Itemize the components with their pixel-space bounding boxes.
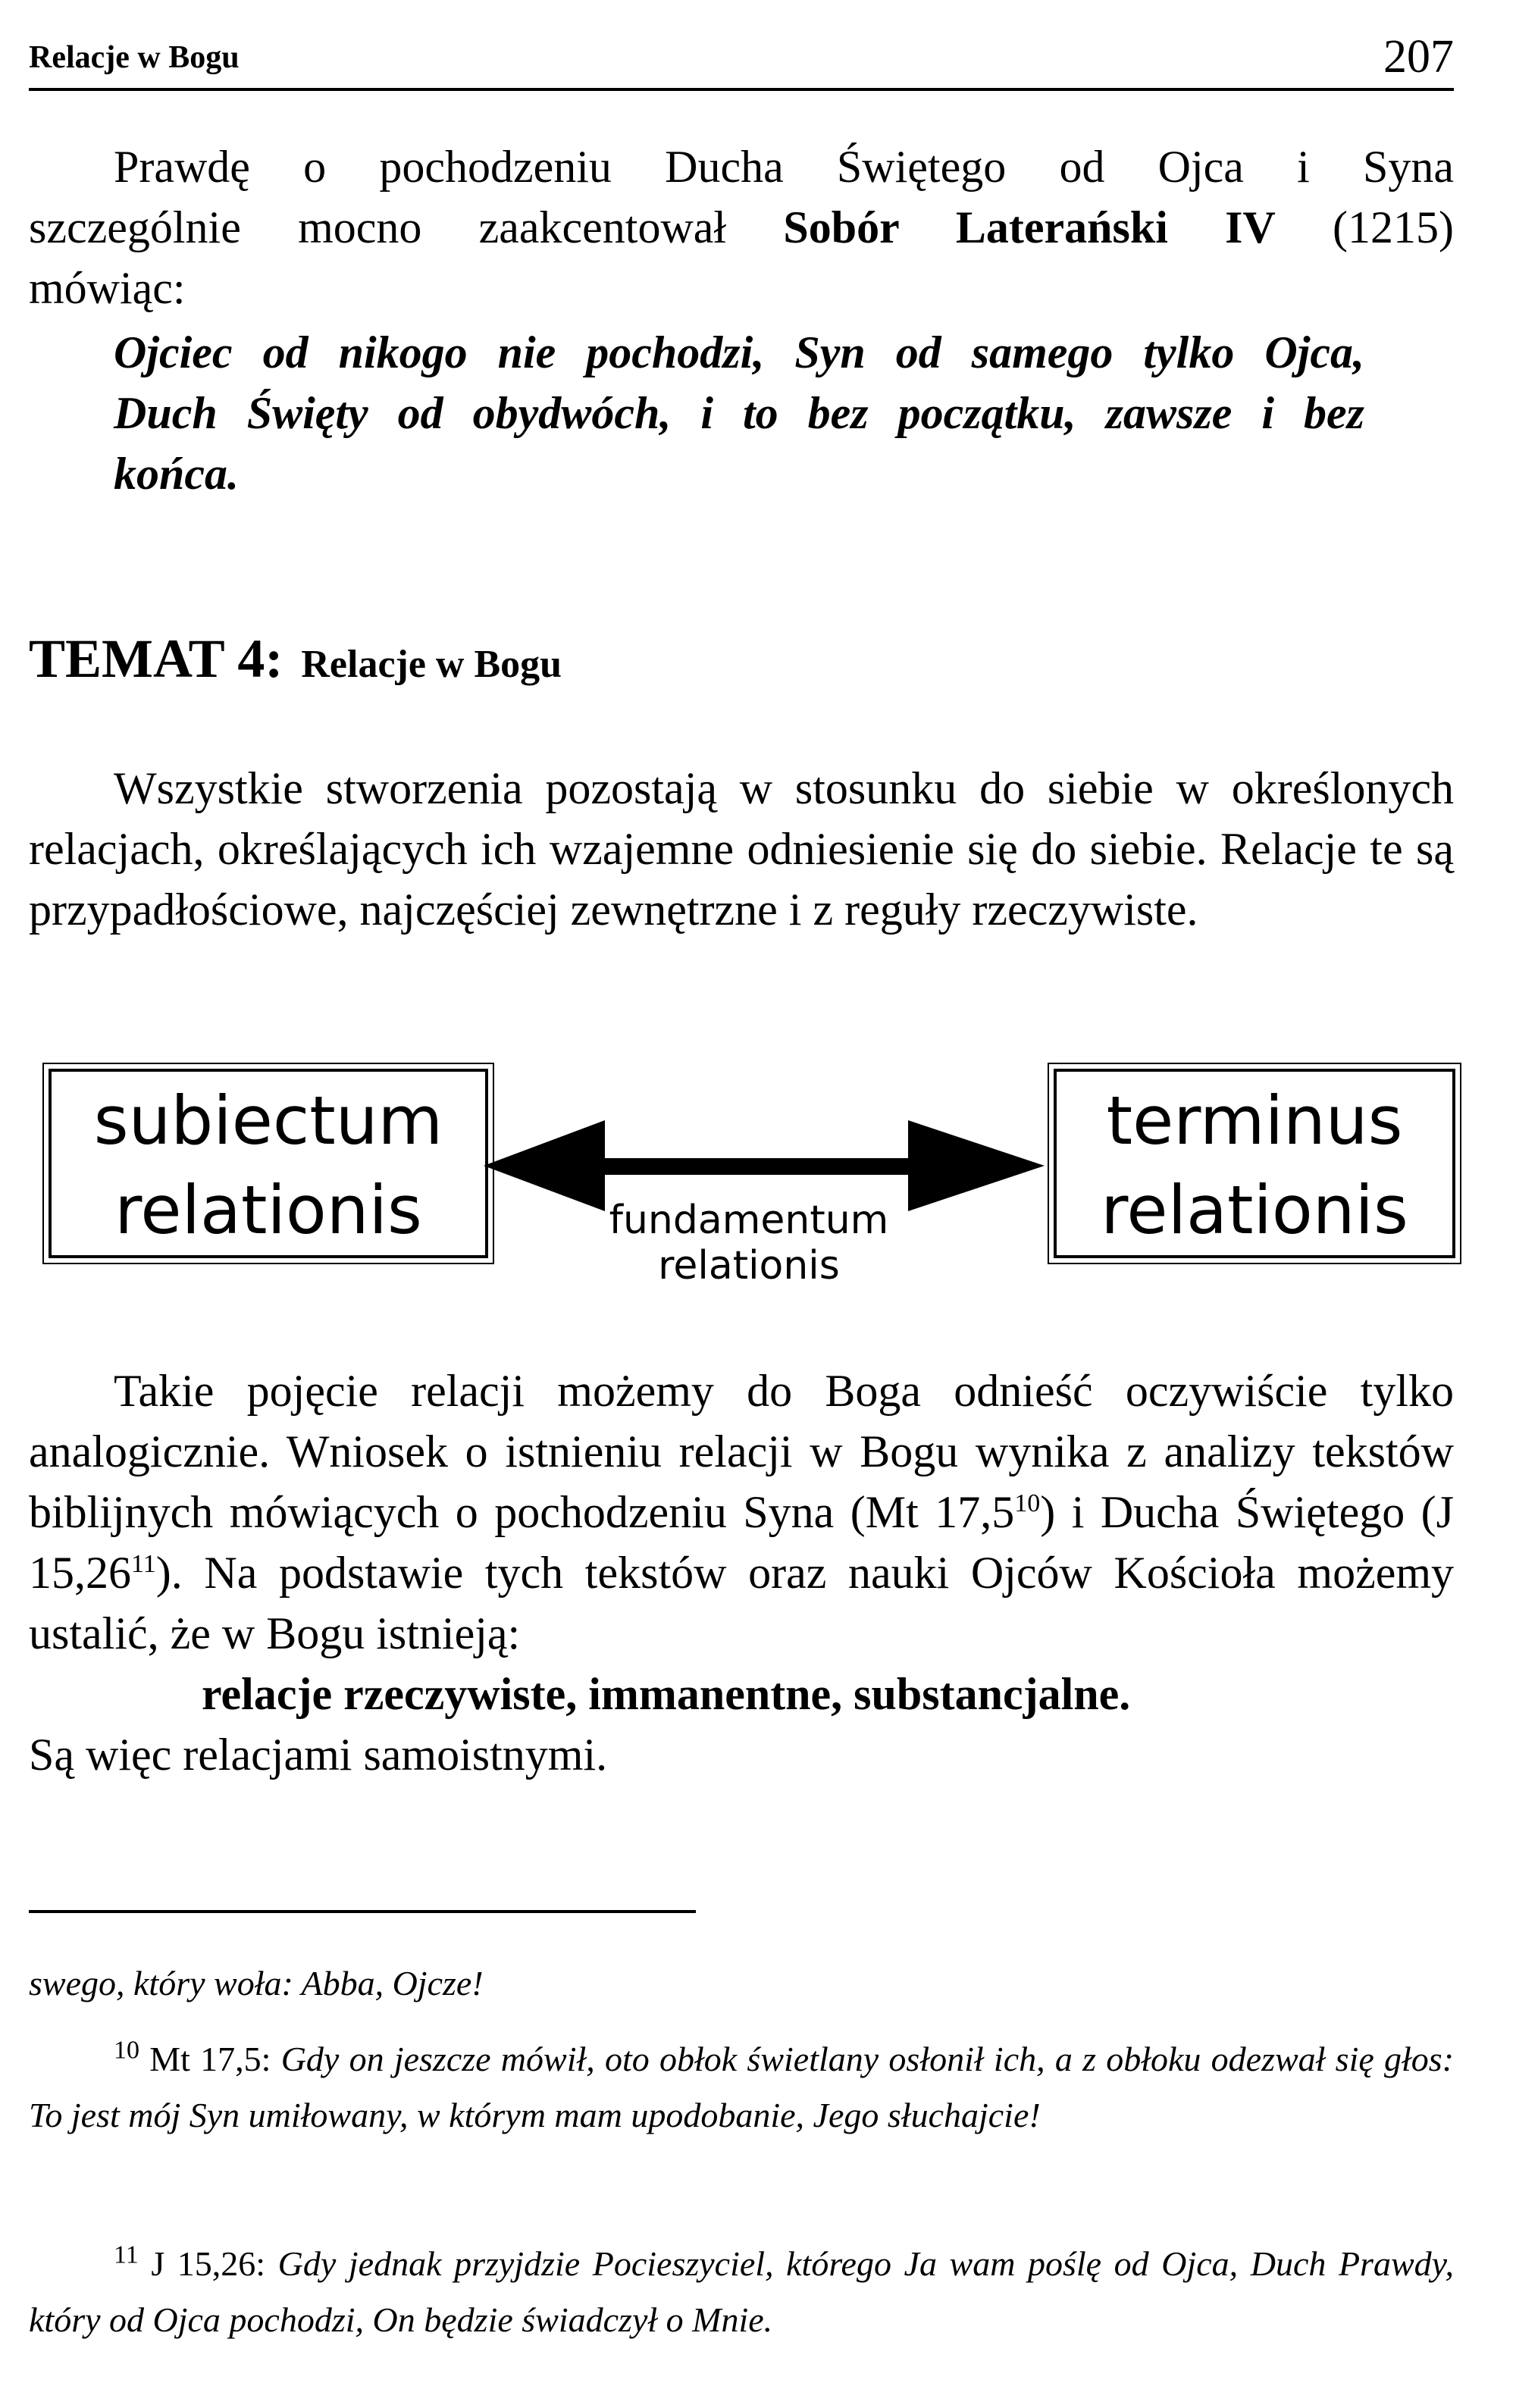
footnote-11-ref: J 15,26:: [151, 2244, 266, 2283]
paragraph-3-text: Takie pojęcie relacji możemy do Boga odnieść oczywiście tylko analogicznie. Wniosek o istnieniu relacji w Bogu wynika z analizy tekstów biblijnych mówiących o pochodzeniu Syna (Mt 17,5$^{10}$) i Ducha Świętego (J 15,26$^{11}$). Na podstawie tych tekstów oraz nauki Ojców Kościoła możemy ustalić, że w Bogu istnieją:: [29, 1366, 1454, 1658]
term-label: terminus relationis: [1101, 1082, 1408, 1249]
quote-line-1: Ojciec od nikogo nie pochodzi, Syn od samego tylko Ojca,: [114, 327, 1364, 377]
footnote-ref-11[interactable]: 11: [131, 1550, 156, 1578]
paragraph-2: [29, 758, 1454, 940]
paragraph-1-line-2: szczególnie mocno zaakcentował Sobór Laterański IV (1215): [29, 202, 1454, 252]
footnote-10-text: Gdy on jeszcze mówił, oto obłok świetlany osłonił ich, a z obłoku odezwał się głos: To jest mój Syn umiłowany, w którym mam upodobanie, Jego słuchajcie!: [29, 2040, 1455, 2134]
footnote-10: [29, 2031, 1454, 2143]
paragraph-2-text: Wszystkie stworzenia pozostają w stosunku do siebie w określonych relacjach, określających ich wzajemne odniesienie się do siebie. Relacje te są przypadłościowe, najczęściej zewnętrzne i z reguły rzeczywiste.: [29, 763, 1454, 935]
running-header: [29, 29, 1454, 91]
quote-line-2: Duch Święty od obydwóch, i to bez początku, zawsze i bez: [114, 388, 1364, 438]
footnote-11-number: 11: [114, 2240, 139, 2269]
footnote-10-ref: Mt 17,5:: [149, 2040, 271, 2078]
relation-diagram: [29, 1069, 1454, 1319]
paragraph-3: [29, 1361, 1454, 1785]
topic-label: TEMAT 4:: [29, 628, 283, 689]
paragraph-3-last-line: Są więc relacjami samoistnymi.: [29, 1730, 608, 1780]
paragraph-1-line-3: mówiąc:: [29, 263, 186, 313]
footnote-continuation: swego, który woła: Abba, Ojcze!: [29, 1964, 484, 2002]
footnote-ref-10[interactable]: 10: [1014, 1489, 1041, 1517]
fundamentum-label: fundamentum relationis: [609, 1198, 889, 1289]
topic-heading: [29, 628, 562, 690]
footnote-10-number: 10: [114, 2036, 139, 2065]
paragraph-1-line-1: Prawdę o pochodzeniu Ducha Świętego od Ojca i Syna: [114, 142, 1454, 192]
subject-label: subiectum relationis: [93, 1082, 443, 1249]
footnote-11-text: Gdy jednak przyjdzie Pocieszyciel, którego Ja wam poślę od Ojca, Duch Prawdy, który od Ojca pochodzi, On będzie świadczył o Mnie.: [29, 2244, 1454, 2339]
footnote-separator: [29, 1910, 696, 1913]
council-quote: [114, 322, 1364, 504]
page-number: 207: [1383, 31, 1454, 83]
paragraph-1: [29, 136, 1454, 318]
topic-title: Relacje w Bogu: [301, 643, 562, 686]
relations-summary: relacje rzeczywiste, immanentne, substancjalne.: [202, 1669, 1131, 1719]
running-title: Relacje w Bogu: [29, 40, 240, 75]
footnote-11: [29, 2236, 1454, 2348]
council-name: Sobór Laterański IV: [783, 202, 1276, 252]
quote-line-3: końca.: [114, 449, 239, 499]
